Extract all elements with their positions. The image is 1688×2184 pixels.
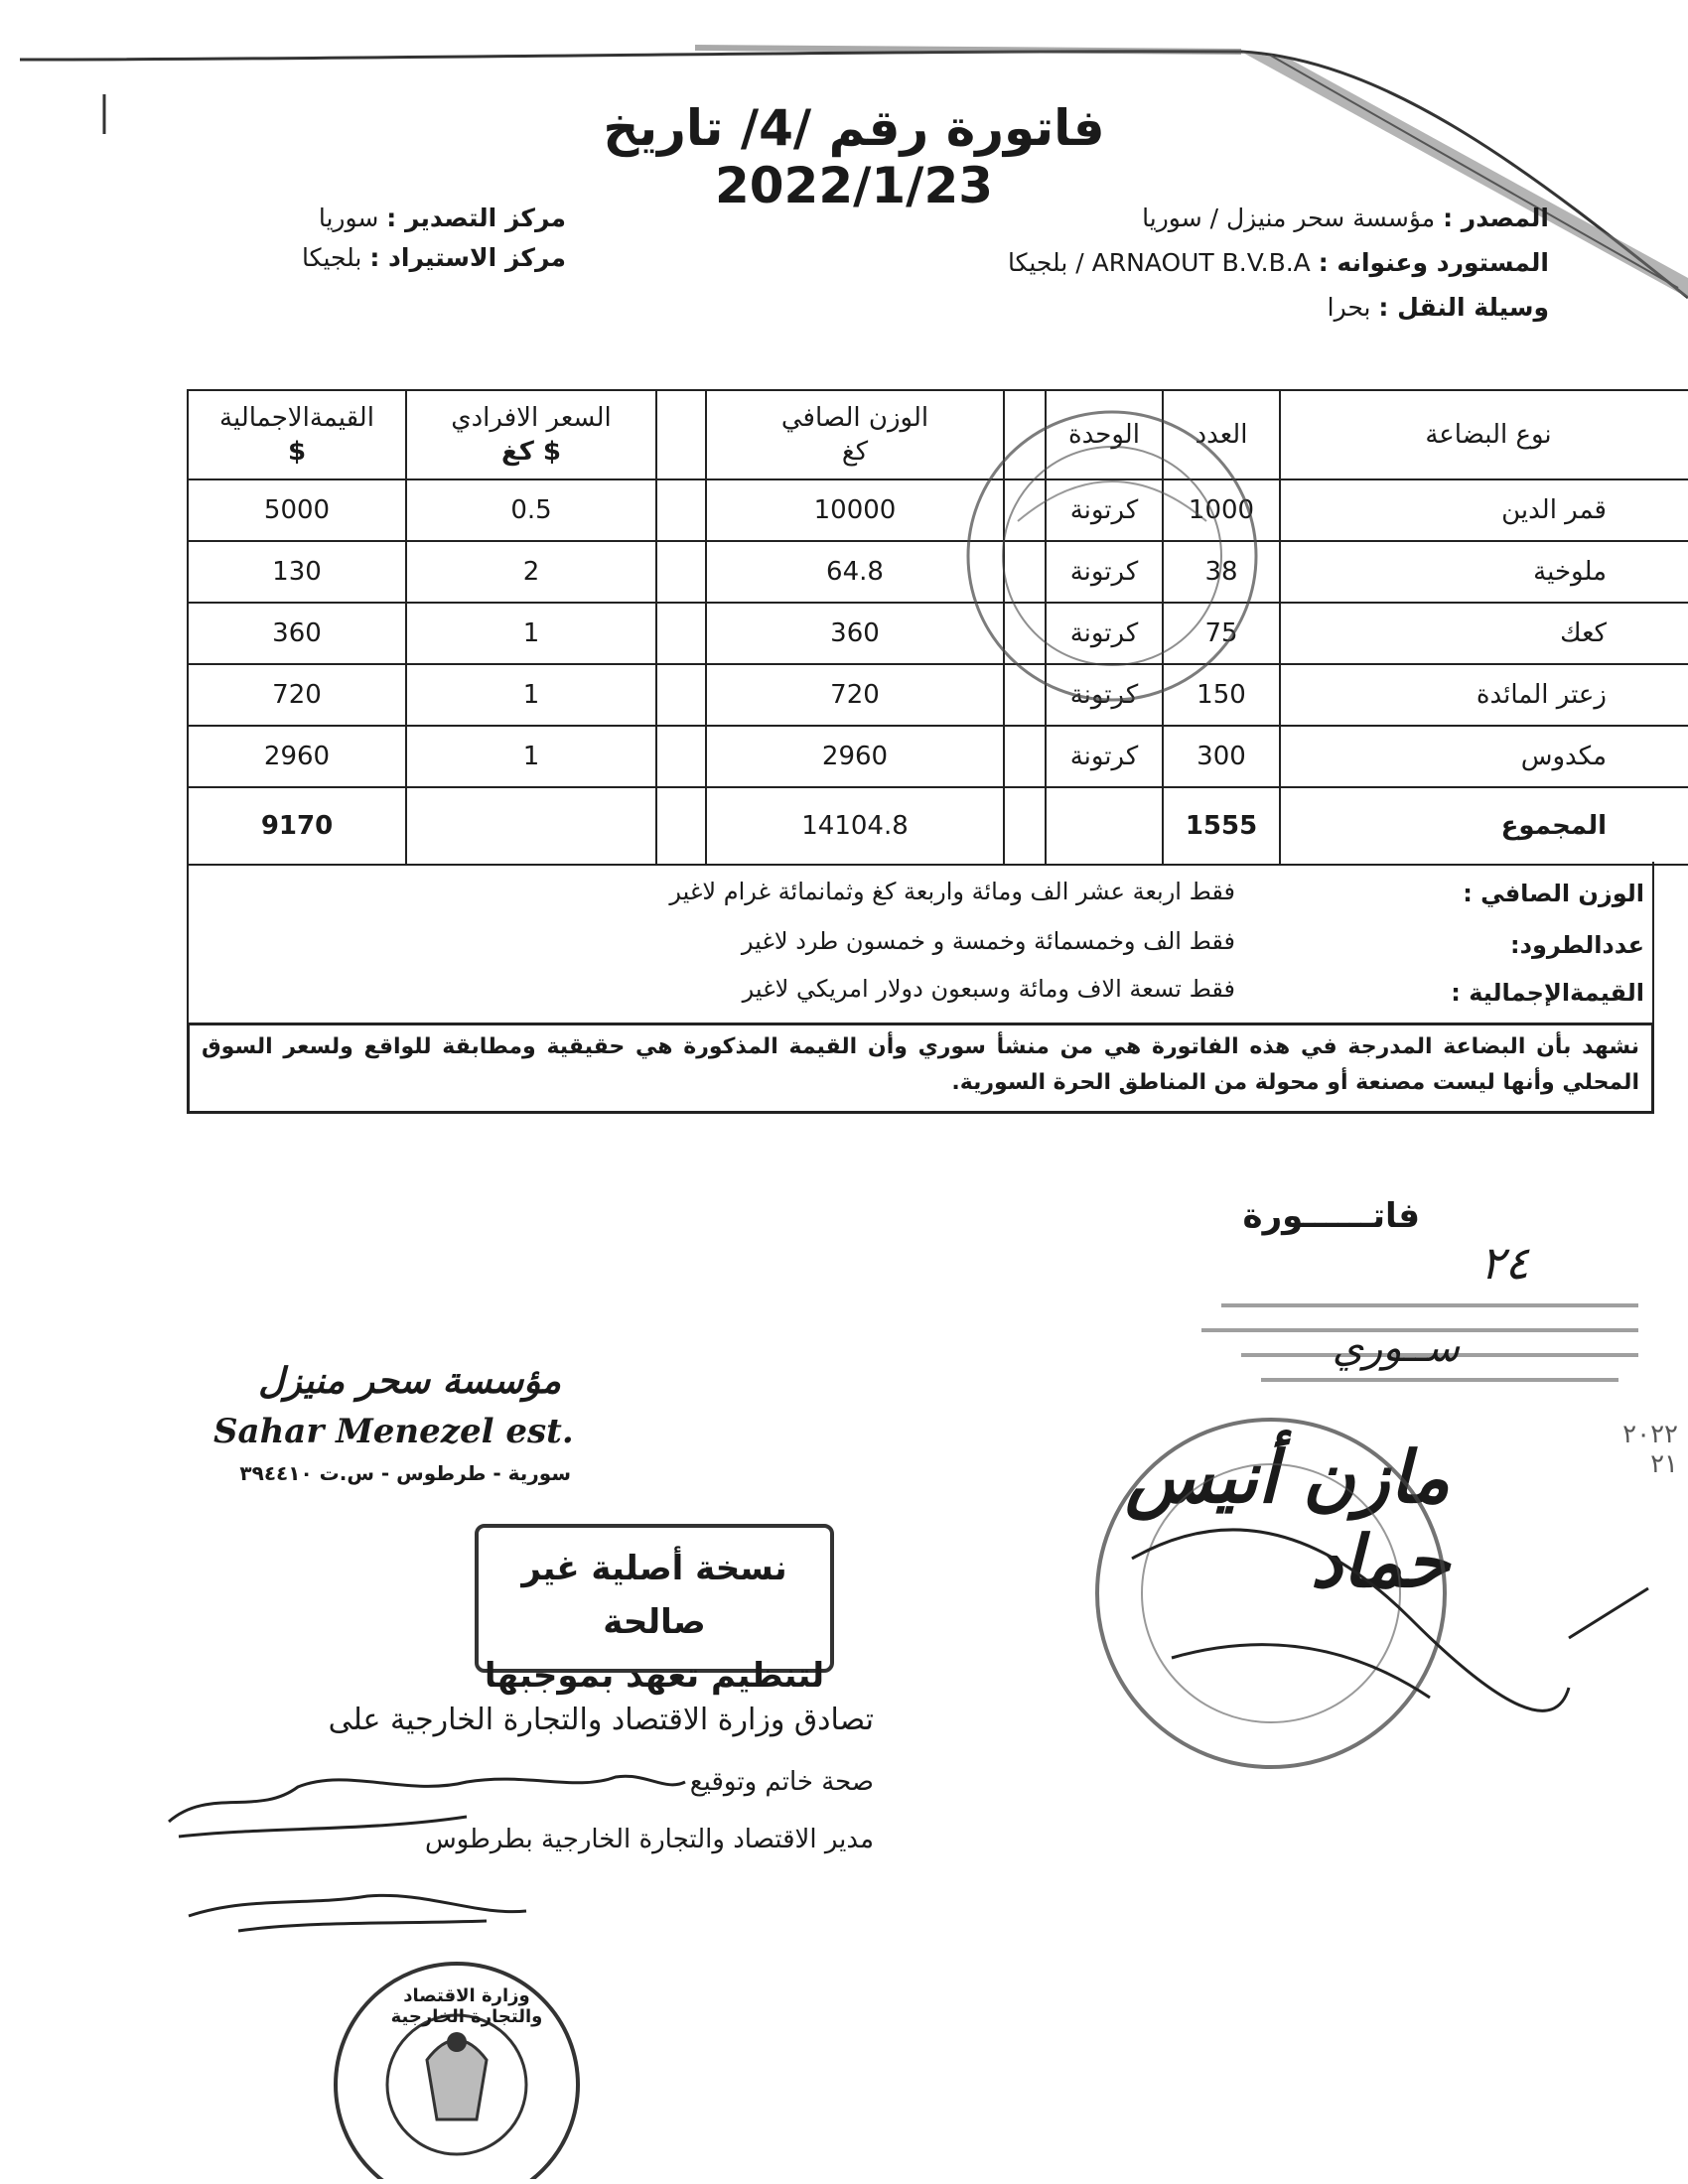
total-net-weight: 14104.8	[706, 787, 1004, 865]
chamber-number: ٢٤	[1479, 1236, 1529, 1290]
copy-stamp-line2: لتنظيم تعهد بموجبها	[484, 1656, 825, 1696]
ministry-seal-text: وزارة الاقتصاد والتجارة الخارجية	[390, 1985, 543, 2027]
ministry-line3: مدير الاقتصاد والتجارة الخارجية بطرطوس	[424, 1825, 874, 1854]
ministry-line1: تصادق وزارة الاقتصاد والتجارة الخارجية على	[328, 1703, 874, 1737]
unit-price-cell: 1	[406, 726, 656, 787]
total-value: 9170	[188, 787, 406, 865]
words-net-weight-text: فقط اربعة عشر الف ومائة واربعة كغ وثمانمائة غرام لاغير	[669, 878, 1235, 905]
table-row	[188, 603, 1688, 664]
count-cell: 38	[1163, 541, 1280, 603]
header-spacer-2	[656, 390, 706, 479]
header-total-value	[188, 390, 406, 479]
header-total-value-unit: $	[287, 437, 307, 467]
words-total-text: فقط تسعة الاف ومائة وسبعون دولار امريكي لاغير	[742, 975, 1235, 1003]
import-center-value: بلجيكا	[302, 243, 362, 272]
unit-cell: كرتونة	[1046, 479, 1163, 541]
importer-label: المستورد وعنوانه :	[1318, 248, 1549, 277]
transport-label: وسيلة النقل :	[1378, 293, 1549, 322]
chamber-seal-icon	[1013, 1360, 1658, 1777]
header-unit-price	[406, 390, 656, 479]
source-line	[1142, 204, 1549, 232]
unit-cell: كرتونة	[1046, 664, 1163, 726]
importer-line	[1008, 248, 1549, 277]
table-row	[188, 479, 1688, 541]
header-unit: الوحدة	[1046, 390, 1163, 479]
export-center-value: سوريا	[318, 204, 379, 232]
total-count: 1555	[1163, 787, 1280, 865]
total-value-cell: 360	[188, 603, 406, 664]
unit-price-cell: 2	[406, 541, 656, 603]
header-total-value-label: القيمةالاجمالية	[219, 403, 374, 433]
copy-stamp	[475, 1524, 834, 1696]
net-weight-cell: 2960	[706, 726, 1004, 787]
table-row	[188, 726, 1688, 787]
spacer-cell	[1004, 726, 1046, 787]
ministry-line2: صحة خاتم وتوقيع	[689, 1767, 874, 1797]
goods-cell: قمر الدين	[1280, 479, 1688, 541]
import-center-line	[288, 243, 566, 272]
header-goods: نوع البضاعة	[1280, 390, 1688, 479]
goods-table	[187, 389, 1688, 866]
header-unit-price-label: السعر الافرادي	[451, 403, 612, 433]
total-value-cell: 5000	[188, 479, 406, 541]
spacer-cell	[1046, 787, 1163, 865]
chamber-date: ٢٠٢٢ ٢١	[1622, 1420, 1678, 1479]
table-header-row	[188, 390, 1688, 479]
count-cell: 75	[1163, 603, 1280, 664]
origin-declaration: نشهد بأن البضاعة المدرجة في هذه الفاتورة هي من منشأ سوري وأن القيمة المذكورة هي حقيقية ومطابقة للواقع ولسعر السوق المحلي وأنها ليست مصنعة أو محولة من المناطق الحرة السورية.	[187, 1023, 1654, 1114]
unit-price-cell: 1	[406, 664, 656, 726]
goods-cell: كعك	[1280, 603, 1688, 664]
spacer-cell	[656, 726, 706, 787]
unit-cell: كرتونة	[1046, 726, 1163, 787]
spacer-cell	[656, 664, 706, 726]
amount-in-words-box	[187, 862, 1654, 1025]
copy-stamp-line1: نسخة أصلية غير صالحة	[521, 1549, 787, 1642]
table-row	[188, 541, 1688, 603]
export-center-label: مركز التصدير :	[386, 204, 566, 232]
unit-price-cell: 0.5	[406, 479, 656, 541]
export-center-line	[288, 204, 566, 232]
invoice-title: فاتورة رقم /4/ تاريخ 2022/1/23	[603, 99, 1105, 214]
chamber-title: فاتــــــورة	[1242, 1196, 1420, 1236]
total-value-cell: 2960	[188, 726, 406, 787]
words-packages-label: عددالطرود:	[1510, 931, 1644, 959]
goods-cell: زعتر المائدة	[1280, 664, 1688, 726]
unit-cell: كرتونة	[1046, 603, 1163, 664]
spacer-cell	[656, 541, 706, 603]
header-unit-price-unit: $ كغ	[500, 437, 562, 467]
count-cell: 300	[1163, 726, 1280, 787]
transport-value: بحرا	[1327, 293, 1371, 322]
table-row	[188, 664, 1688, 726]
company-latin-name: Sahar Menezel est.	[213, 1412, 574, 1451]
total-label: المجموع	[1280, 787, 1688, 865]
importer-value: ARNAOUT B.V.B.A / بلجيكا	[1007, 248, 1311, 277]
spacer-cell	[656, 787, 706, 865]
ministry-signature-icon	[149, 1747, 705, 1946]
spacer-cell	[656, 479, 706, 541]
words-total-label: القيمةالإجمالية :	[1451, 979, 1644, 1007]
transport-line	[1328, 293, 1549, 322]
goods-cell: مكدوس	[1280, 726, 1688, 787]
words-packages-text: فقط الف وخمسمائة وخمسة و خمسون طرد لاغير	[741, 927, 1235, 955]
unit-price-cell: 1	[406, 603, 656, 664]
count-cell: 150	[1163, 664, 1280, 726]
chamber-country: ســوري	[1332, 1325, 1460, 1371]
total-value-cell: 130	[188, 541, 406, 603]
round-stamp-icon	[958, 402, 1266, 710]
chamber-signer: مازن أنيس حماد	[1125, 1434, 1450, 1603]
spacer-cell	[656, 603, 706, 664]
header-net-weight-unit: كغ	[841, 437, 869, 467]
unit-cell: كرتونة	[1046, 541, 1163, 603]
words-net-weight-label: الوزن الصافي :	[1463, 880, 1644, 907]
source-label: المصدر :	[1443, 204, 1549, 232]
net-weight-cell: 720	[706, 664, 1004, 726]
source-value: مؤسسة سحر منيزل / سوريا	[1142, 204, 1436, 232]
net-weight-cell: 360	[706, 603, 1004, 664]
header-net-weight-label: الوزن الصافي	[780, 403, 929, 433]
net-weight-cell: 10000	[706, 479, 1004, 541]
company-address: سورية - طرطوس - س.ت ٣٩٤٤١٠	[239, 1461, 571, 1485]
table-total-row	[188, 787, 1688, 865]
total-value-cell: 720	[188, 664, 406, 726]
import-center-label: مركز الاستيراد :	[369, 243, 566, 272]
spacer-cell	[1004, 787, 1046, 865]
header-count: العدد	[1163, 390, 1280, 479]
spacer-cell	[406, 787, 656, 865]
count-cell: 1000	[1163, 479, 1280, 541]
company-arabic-name: مؤسسة سحر منيزل	[258, 1360, 561, 1402]
net-weight-cell: 64.8	[706, 541, 1004, 603]
company-stamp	[213, 1360, 591, 1499]
goods-cell: ملوخية	[1280, 541, 1688, 603]
